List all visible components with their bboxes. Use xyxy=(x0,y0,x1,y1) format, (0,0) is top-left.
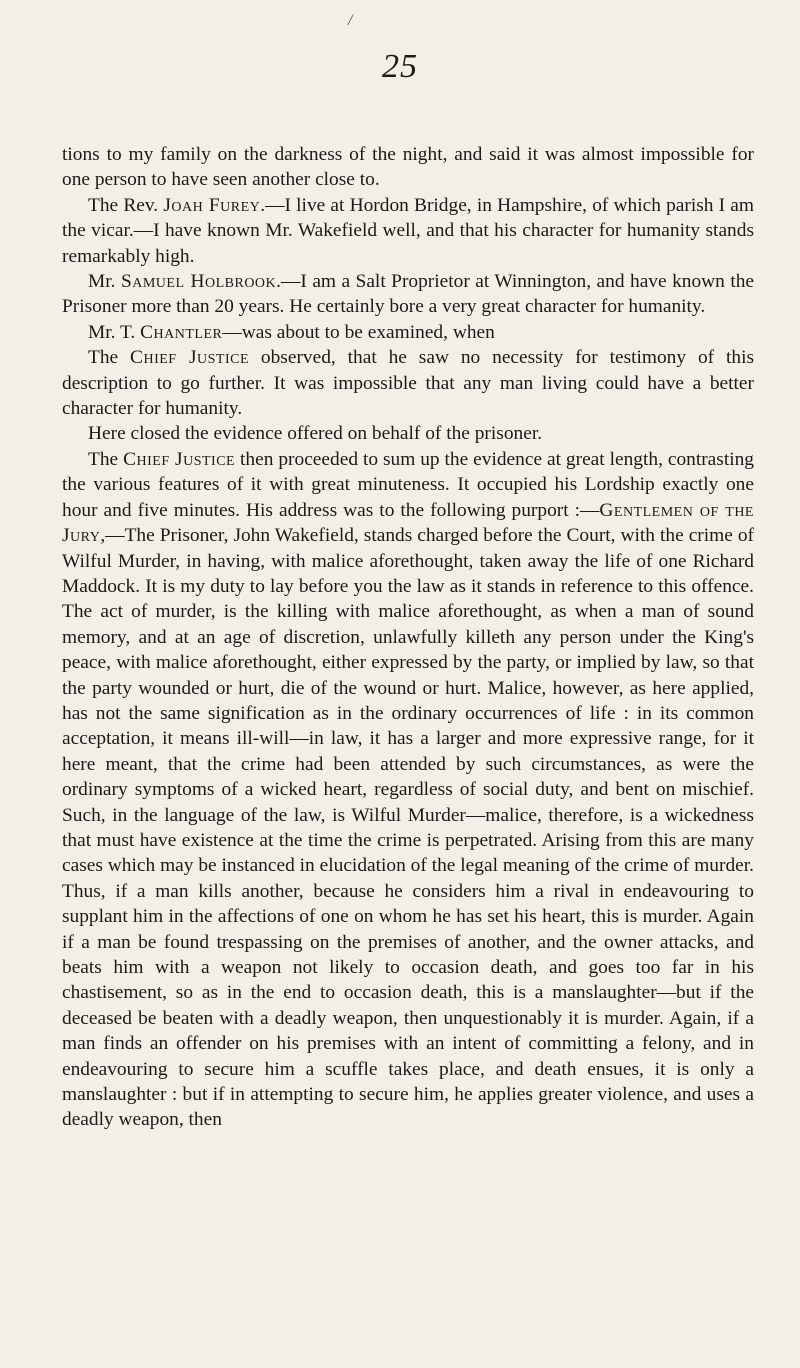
stray-pen-mark: / xyxy=(348,12,353,29)
paragraph xyxy=(62,345,754,421)
paragraph xyxy=(62,142,754,193)
paragraph xyxy=(62,447,754,1133)
text-run: .—I am a Salt Proprietor at Winnington, and have known the Prisoner more than 20 years. He certainly bore a very great character for humanity. xyxy=(62,271,755,318)
paragraph xyxy=(62,269,754,320)
speaker-name: Chief Justice xyxy=(130,347,250,369)
body-text xyxy=(62,142,754,1133)
text-run: —was about to be examined, when xyxy=(222,321,495,343)
paragraph xyxy=(62,320,754,345)
text-run: then proceeded to sum up the evidence at great length, contrasting the various features of it with great minuteness. It occupied his Lordship exactly one hour and five minutes. His address was to the following purport :— xyxy=(62,448,755,521)
page-number: 25 xyxy=(382,48,418,85)
text-run: observed, that he saw no necessity for testimony of this description to go further. It was impossible that any man living could have a better character for humanity. xyxy=(62,347,755,420)
text-run: ,—The Prisoner, John Wakefield, stands charged before the Court, with the crime of Wilful Murder, in having, with malice aforethought, taken away the life of one Richard Maddock. It is my duty to lay before you the law as it stands in reference to this offence. The act of murder, is the killing with malice aforethought, as when a man of sound memory, and at an age of discretion, unlawfully killeth any person under the King's peace, with malice aforethought, either expressed by the party, or implied by law, so that the party wounded or hurt, die of the wound or hurt. Malice, however, as here applied, has not the same signification as in the ordinary occurrences of life : in its common acceptation, it means ill-will—in law, it has a larger and more expressive range, for it here meant, that the crime had been attended by such circumstances, as were the ordinary symptoms of a wicked heart, regardless of social duty, and bent on mischief. Such, in the language of the law, is Wilful Murder—malice, therefore, is a wickedness that must have existence at the time the crime is perpetrated. Arising from this are many cases which may be instanced in elucidation of the legal meaning of the crime of murder. Thus, if a man kills another, because he considers him a rival in endeavouring to supplant him in the affections of one on whom he has set his heart, this is murder. Again if a man be found trespassing on the premises of another, and the owner attacks, and beats him with a weapon not likely to occasion death, and goes too far in his chastisement, so as in the end to occasion death, this is a manslaughter—but if the deceased be beaten with a deadly weapon, then unquestionably it is murder. Again, if a man finds an offender on his premises with an intent of committing a felony, and in endeavouring to secure him a scuffle takes place, and death ensues, it is only a manslaughter : but if in attempting to secure him, he applies greater violence, and uses a deadly weapon, then xyxy=(62,525,754,1131)
text-run: .—I live at Hordon Bridge, in Hampshire, of which parish I am the vicar.—I have known Mr. Wakefield well, and that his character for humanity stands remarkably high. xyxy=(62,194,754,267)
text-run: Mr. xyxy=(88,271,121,293)
speaker-name: Samuel Holbrook xyxy=(120,271,277,293)
speaker-name: Chantler xyxy=(140,321,223,343)
speaker-name: Gentlemen of the Jury xyxy=(62,499,754,547)
text-run: The Rev. xyxy=(88,194,164,216)
speaker-name: Chief Justice xyxy=(123,448,236,470)
text-run: The xyxy=(88,347,131,369)
text-run: Mr. T. xyxy=(88,321,141,343)
paragraph xyxy=(62,421,754,446)
paragraph xyxy=(62,193,754,269)
speaker-name: Joah Furey xyxy=(163,194,261,216)
text-run: Here closed the evidence offered on behalf of the prisoner. xyxy=(88,423,543,445)
text-run: tions to my family on the darkness of the night, and said it was almost impossible for one person to have seen another close to. xyxy=(62,144,754,191)
text-run: The xyxy=(88,448,124,470)
